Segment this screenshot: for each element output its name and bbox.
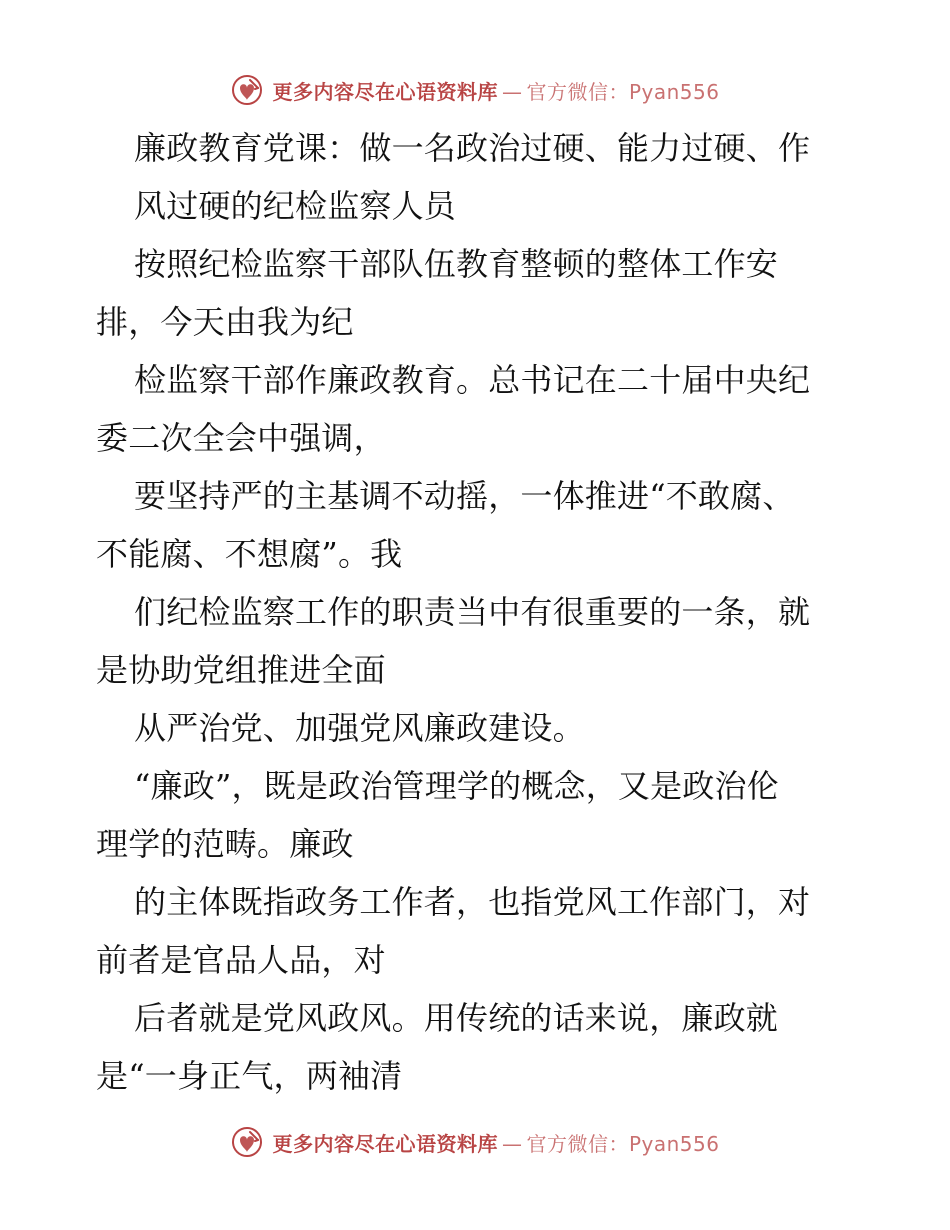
- line-4: 排，今天由我为纪: [96, 303, 354, 341]
- line-17: 是“一身正气，两袖清: [96, 1057, 403, 1095]
- line-11: 从严治党、加强党风廉政建设。: [134, 709, 585, 747]
- line-6: 委二次全会中强调，: [96, 419, 386, 457]
- watermark-separator: —: [501, 79, 523, 104]
- watermark-secondary: 官方微信：Pyan556: [526, 79, 720, 104]
- watermark-separator: —: [501, 1131, 523, 1156]
- line-8: 不能腐、不想腐”。我: [96, 535, 403, 573]
- line-12: “廉政”，既是政治管理学的概念，又是政治伦: [134, 767, 779, 805]
- line-10: 是协助党组推进全面: [96, 651, 386, 689]
- heart-pen-icon: [230, 1125, 264, 1159]
- heart-pen-icon: [230, 73, 264, 107]
- watermark-text: [272, 1128, 719, 1157]
- line-16: 后者就是党风政风。用传统的话来说，廉政就: [134, 999, 779, 1037]
- watermark-header: [0, 70, 950, 110]
- line-14: 的主体既指政务工作者，也指党风工作部门，对: [134, 883, 811, 921]
- watermark-primary: 更多内容尽在心语资料库: [272, 1131, 498, 1156]
- watermark-footer: [0, 1122, 950, 1162]
- line-2: 风过硬的纪检监察人员: [134, 187, 457, 225]
- line-15: 前者是官品人品，对: [96, 941, 386, 979]
- watermark-primary: 更多内容尽在心语资料库: [272, 79, 498, 104]
- line-3: 按照纪检监察干部队伍教育整顿的整体工作安: [134, 245, 779, 283]
- line-13: 理学的范畴。廉政: [96, 825, 354, 863]
- line-1: 廉政教育党课：做一名政治过硬、能力过硬、作: [134, 129, 811, 167]
- line-5: 检监察干部作廉政教育。总书记在二十届中央纪: [134, 361, 811, 399]
- line-7: 要坚持严的主基调不动摇，一体推进“不敢腐、: [134, 477, 795, 515]
- line-9: 们纪检监察工作的职责当中有很重要的一条，就: [134, 593, 811, 631]
- watermark-secondary: 官方微信：Pyan556: [526, 1131, 720, 1156]
- watermark-text: [272, 76, 719, 105]
